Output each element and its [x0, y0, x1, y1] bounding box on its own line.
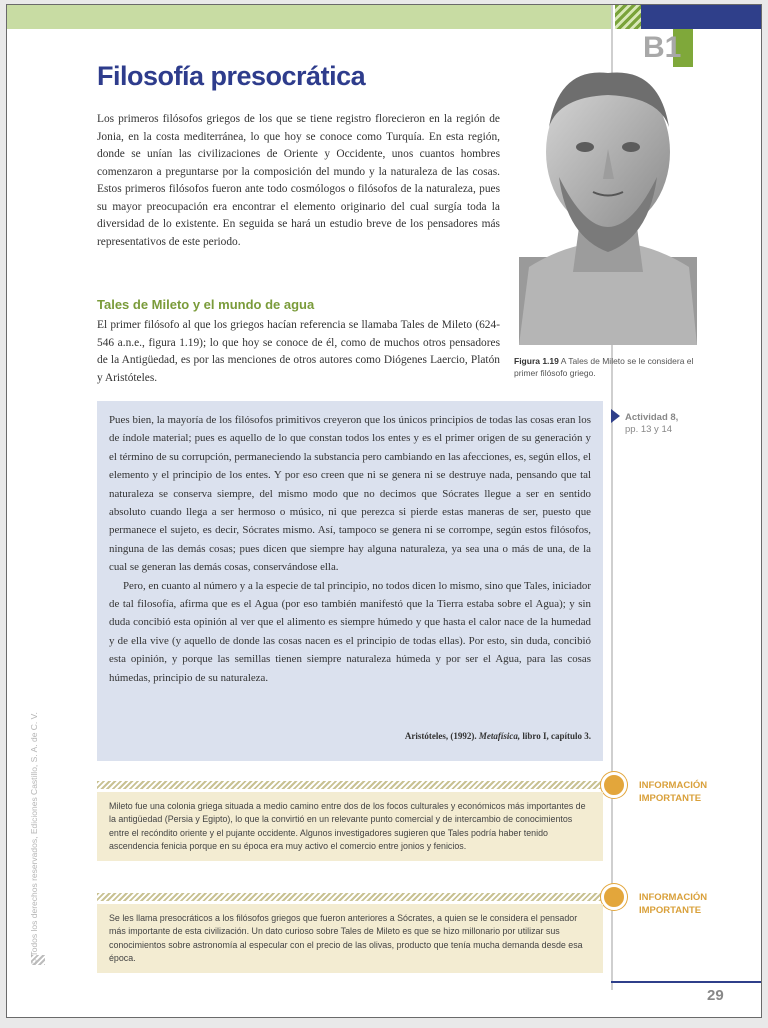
section-heading: Tales de Mileto y el mundo de agua [97, 297, 315, 312]
page-title: Filosofía presocrática [97, 61, 366, 91]
top-dark-strip [641, 5, 762, 29]
info-label-line2: IMPORTANTE [639, 905, 702, 916]
info-dot-icon [601, 772, 627, 798]
figure-label: Figura 1.19 [514, 356, 559, 366]
intro-paragraph: Los primeros filósofos griegos de los que se tiene registro florecieron en la región de Jonia, en la costa mediterránea, lo que hoy se conoce como Turquía. En esta región, donde se unían las civilizaciones de Oriente y Occidente, unos cuantos hombres comenzaron a preguntarse por la composición del mundo y la naturaleza de las cosas. Estos primeros filósofos fueron ante todo cosmólogos o filósofos de la naturaleza, pues su mayor preocupación era encontrar el elemento originario del cual surgía toda la diversidad de lo existente. En seguida se hará un estudio breve de los pensadores más representativos de este periodo. [97, 113, 500, 248]
info-label [639, 779, 707, 805]
citation-author: Aristóteles, (1992). [404, 730, 477, 741]
copyright-notice: © Todos los derechos reservados, Ediciones Castillo, S. A. de C. V. [29, 712, 39, 965]
info-label-line1: INFORMACIÓN [639, 892, 708, 903]
info-hatch-divider [97, 781, 603, 789]
info-box-1: Mileto fue una colonia griega situada a medio camino entre dos de los focos culturales y económicos más importantes de la antigüedad (Persia y Egipto), lo que la convirtió en un relevante punto comercial y de intercambio de conocimientos entre el recóndito oriente y el pujante occidente. Algunos investigadores sugieren que Tales podría haber tenido ascendencia fenicia porque en su época era muy activo el comercio entre jonios y fenicios. [97, 792, 603, 861]
thales-bust-image [519, 67, 697, 345]
footer-line [611, 981, 762, 983]
quote-paragraph-1: Pues bien, la mayoría de los filósofos primitivos creyeron que los únicos principios de todas las cosas eran los de índole material; pues es aquello de lo que constan todos los entes y es el primer origen de su generación y el término de su corrupción, permaneciendo la substancia pero cambiando en las afecciones, es, según ellos, el elemento y el principio de los entes. Y por eso creen que ni se genera ni se destruye nada, pensando que tal naturaleza se conserva siempre, del mismo modo que no decimos que Sócrates llegue a ser en sentido absoluto cuando llega a ser hermoso o músico, ni que perezca si pierde estas maneras de ser, puesto que permanece el sujeto, es decir, Sócrates mismo. Así, tampoco se genera ni se corrompe, según estos filósofos, ninguna de las demás cosas; pues dicen que siempre hay alguna naturaleza, ya sea una o más de una, de la cual se generan las demás cosas, conservándose ella. [109, 414, 591, 574]
activity-pages: pp. 13 y 14 [625, 424, 673, 435]
textbook-page [6, 4, 762, 1018]
block-label-text: B1 [643, 31, 682, 64]
section-paragraph: El primer filósofo al que los griegos hacían referencia se llamaba Tales de Mileto (624-546 a.n.e., figura 1.19); lo que hoy se conoce de él, como de muchos otros pensadores de la Antigüedad, es por las menciones de otros autores como Diógenes Laercio, Platón y Aristóteles. [97, 319, 500, 384]
activity-reference[interactable] [625, 412, 678, 436]
info-box-2: Se les llama presocráticos a los filósofos griegos que fueron anteriores a Sócrates, a quien se le considera el pensador más importante de esta civilización. Un dato curioso sobre Tales de Mileto es que se hizo millonario por utilizar sus conocimientos sobre astronomía al especular con el precio de las olivas, producto que tenía mucha demanda desde esa época. [97, 904, 603, 973]
quote-paragraph-2: Pero, en cuanto al número y a la especie de tal principio, no todos dicen lo mismo, sino que Tales, iniciador de tal filosofía, afirma que es el Agua (por eso también manifestó que la Tierra estaba sobre el Agua); y sin duda concibió esta opinión al ver que el alimento es siempre húmedo y que hasta el calor nace de la humedad y de ella vive (y aquello de donde las cosas nacen es el principio de todas ellas). Por esto, sin duda, concibió esta opinión, y porque las semillas tienen siempre naturaleza húmeda y por ser el Agua, para las cosas húmedas, principio de su naturaleza. [109, 579, 591, 684]
page-number: 29 [707, 987, 724, 1004]
figure-caption-text: A Tales de Mileto se le considera el primer filósofo griego. [514, 356, 694, 378]
info-label-line2: IMPORTANTE [639, 793, 702, 804]
info-dot-icon [601, 884, 627, 910]
info-hatch-divider [97, 893, 603, 901]
citation-rest: libro I, capítulo 3. [522, 730, 591, 741]
block-label [643, 31, 723, 67]
citation-work: Metafísica, [478, 730, 521, 741]
activity-arrow-icon [611, 409, 620, 423]
quote-citation [405, 727, 591, 745]
activity-label: Actividad 8, [625, 412, 679, 423]
top-pattern-decoration [615, 5, 641, 29]
info-label-line1: INFORMACIÓN [639, 780, 708, 791]
info-label [639, 891, 707, 917]
top-color-bar [7, 5, 611, 29]
quote-box [97, 401, 603, 761]
figure-caption [514, 355, 710, 379]
